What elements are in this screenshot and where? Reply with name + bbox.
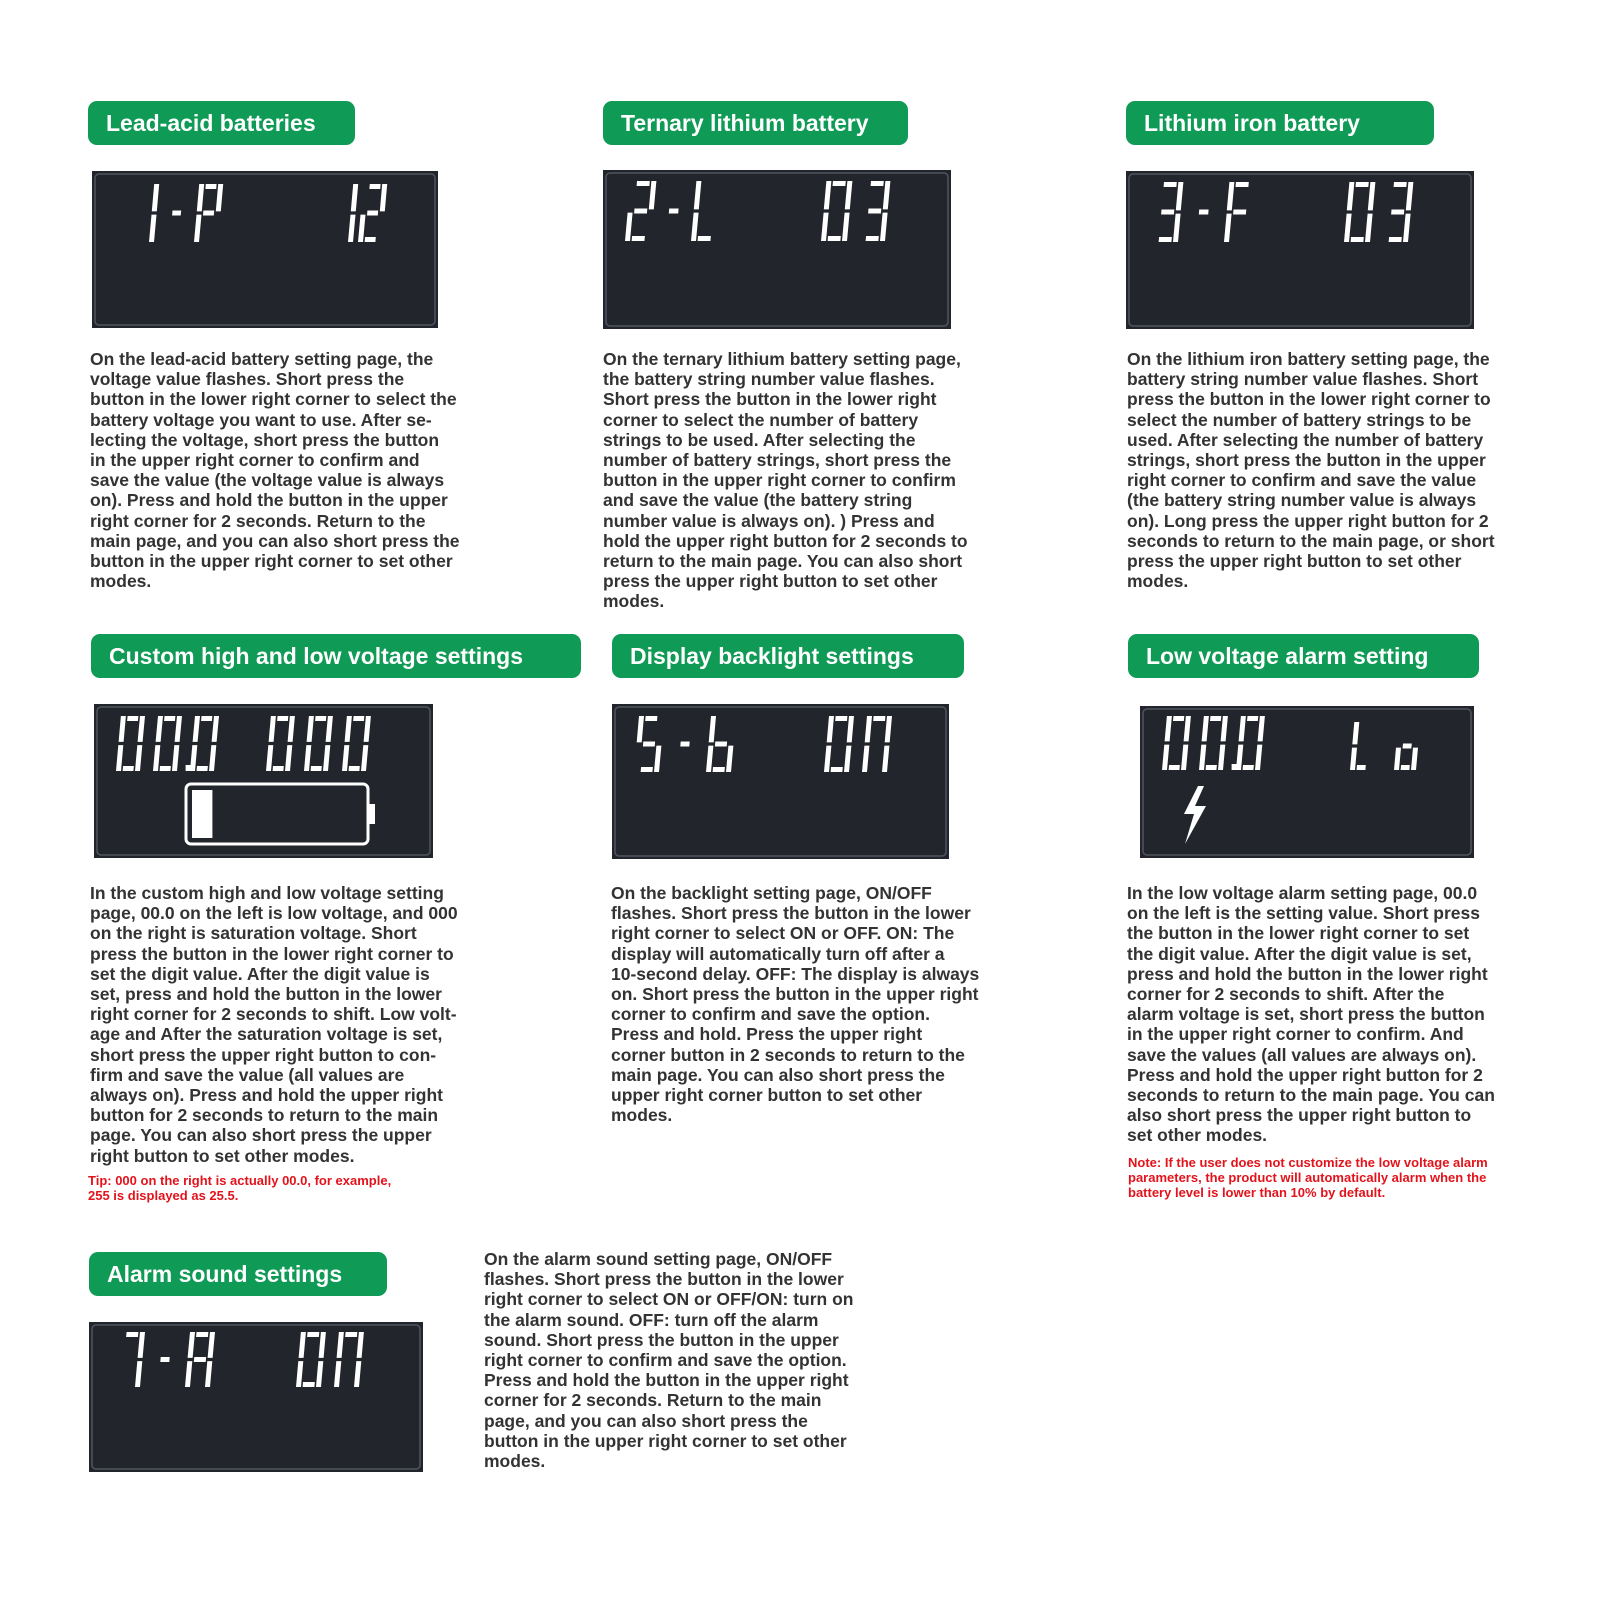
lcd-display-low-voltage-alarm xyxy=(1140,706,1474,858)
lcd-left-digit-1 xyxy=(160,1357,169,1362)
panel-description-ternary-lithium: On the ternary lithium battery setting page, the battery string number value flashes. Short press the button in the lower right corner to select the number of battery strings to be used. After selecting the number of battery strings, short press the button in the upper right corner to confirm and save the value (the battery string number value is always on). ) Press and hold the upper right button for 2 seconds to return to the main page. You can also short press the upper right button to set other modes. xyxy=(603,349,968,612)
panel-title-lithium-iron: Lithium iron battery xyxy=(1126,101,1434,145)
lcd-background xyxy=(94,704,433,858)
panel-description-lead-acid: On the lead-acid battery setting page, the voltage value flashes. Short press the button in the lower right corner to select the battery voltage you want to use. After se- lecting the voltage, short press the button in the upper right corner to confirm and save the value (the voltage value is always on). Press and hold the button in the upper right corner for 2 seconds. Return to the main page, and you can also short press the button in the upper right corner to set other modes. xyxy=(90,349,460,592)
lcd-display-lead-acid xyxy=(92,171,438,328)
panel-title-low-voltage-alarm: Low voltage alarm setting xyxy=(1128,634,1479,678)
panel-description-backlight: On the backlight setting page, ON/OFF flashes. Short press the button in the lower right corner to select ON or OFF. ON: The display will automatically turn off after a 10-second delay. OFF: The display is always on. Short press the button in the upper right corner to confirm and save the option. Press and hold. Press the upper right corner button in 2 seconds to return to the main page. You can also short press the upper right corner button to set other modes. xyxy=(611,883,980,1126)
lcd-display-alarm-sound xyxy=(89,1322,423,1472)
tip-note-low-voltage-alarm: Note: If the user does not customize the low voltage alarm parameters, the product will automatically alarm when the battery level is lower than 10% by default. xyxy=(1128,1155,1488,1200)
panel-title-alarm-sound: Alarm sound settings xyxy=(89,1252,387,1296)
lcd-left-digit-1 xyxy=(680,742,689,747)
lcd-left-decimal-point xyxy=(1232,764,1237,770)
battery-fill xyxy=(192,790,212,838)
panel-description-alarm-sound: On the alarm sound setting page, ON/OFF flashes. Short press the button in the lower right corner to select ON or OFF/ON: turn on the alarm sound. OFF: turn off the alarm sound. Short press the button in the upper right corner to confirm and save the option. Press and hold the button in the upper right corner for 2 seconds. Return to the main page, and you can also short press the button in the upper right corner to set other modes. xyxy=(484,1249,854,1472)
panel-title-lead-acid: Lead-acid batteries xyxy=(88,101,355,145)
lcd-display-lithium-iron xyxy=(1126,171,1474,329)
lcd-display-backlight xyxy=(612,704,949,859)
panel-title-backlight: Display backlight settings xyxy=(612,634,964,678)
lcd-display-custom-voltage xyxy=(94,704,433,858)
panel-description-custom-voltage: In the custom high and low voltage setting page, 00.0 on the left is low voltage, and 000 on the right is saturation voltage. Short press the button in the lower right corner to set the digit value. After the digit value is set, press and hold the button in the lower right corner for 2 seconds to shift. Low volt- age and After the saturation voltage is set, short press the upper right button to con- firm and save the value (all values are always on). Press and hold the upper right button for 2 seconds to return to the main page. You can also short press the upper right button to set other modes. xyxy=(90,883,458,1166)
lcd-display-ternary-lithium xyxy=(603,170,951,329)
lcd-left-decimal-point xyxy=(186,765,191,771)
panel-title-custom-voltage: Custom high and low voltage settings xyxy=(91,634,581,678)
lcd-left-digit-1 xyxy=(172,211,181,216)
lcd-left-digit-1 xyxy=(1199,210,1209,215)
panel-title-ternary-lithium: Ternary lithium battery xyxy=(603,101,908,145)
lcd-background xyxy=(1140,706,1474,858)
lcd-left-digit-1 xyxy=(669,209,679,214)
panel-description-lithium-iron: On the lithium iron battery setting page, the battery string number value flashes. Short press the button in the lower right corner to select the number of battery strings to be used. After selecting the number of battery strings, short press the button in the upper right corner to confirm and save the value (the battery string number value is always on). Long press the upper right button for 2 seconds to return to the main page, or short press the upper right button to set other modes. xyxy=(1127,349,1495,592)
tip-note-custom-voltage: Tip: 000 on the right is actually 00.0, for example, 255 is displayed as 25.5. xyxy=(88,1173,392,1203)
lcd-background xyxy=(612,704,949,859)
panel-description-low-voltage-alarm: In the low voltage alarm setting page, 00.0 on the left is the setting value. Short press the button in the lower right corner to set the digit value. After the digit value is set, press and hold the button in the lower right corner for 2 seconds to shift. After the alarm voltage is set, short press the button in the upper right corner to confirm. And save the values (all values are always on). Press and hold the upper right button for 2 seconds to return to the main page. You can also short press the upper right button to set other modes. xyxy=(1127,883,1495,1146)
